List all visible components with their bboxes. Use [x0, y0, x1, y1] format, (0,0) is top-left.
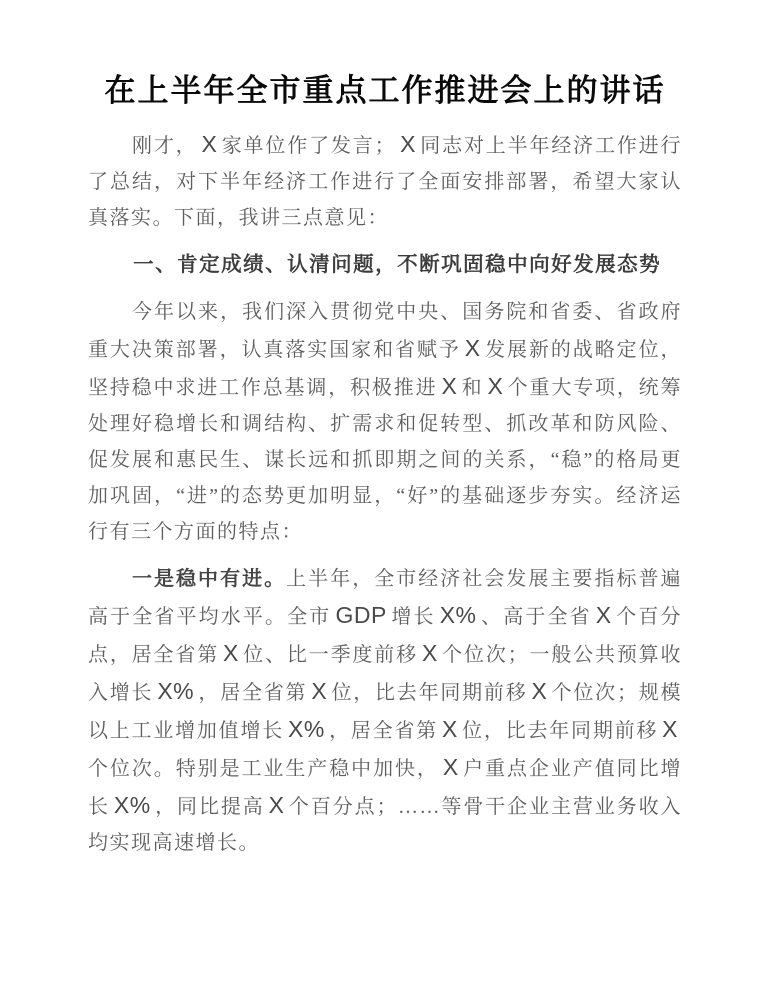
text-run: ，同比提高	[154, 796, 265, 818]
text-run: GDP	[335, 602, 387, 628]
text-run: 家单位作了发言；	[221, 135, 397, 157]
text-run: X%	[157, 678, 195, 704]
text-run: 一、肯定成绩、认清问题，不断巩固稳中向好发展态势	[133, 253, 662, 276]
text-run: X	[421, 640, 438, 666]
text-run: 个百分点，居全省第	[88, 606, 683, 666]
document-body	[88, 126, 682, 861]
text-run: 个位次；一般公共预算收入增长	[88, 644, 683, 704]
text-run: ，居全省第	[328, 720, 439, 742]
text-run: 今年以来，我们深入贯彻党中央、国务院和省委、省政府重大决策部署，认真落实国家和省赋予	[88, 301, 682, 361]
paragraph	[88, 561, 682, 861]
paragraph	[88, 126, 682, 236]
text-run: 上半年，全市经济社会发展主要指标普遍高于全省平均水平。全市	[88, 568, 683, 628]
text-run: 增长	[390, 606, 436, 628]
text-run: X	[662, 716, 679, 742]
text-run: X	[441, 373, 458, 399]
text-run: X	[531, 678, 548, 704]
text-run: X	[223, 640, 239, 666]
text-run: 位，比去年同期前移	[331, 682, 528, 704]
text-run: 个重大专项，统筹处理好稳增长和调结构、扩需求和促转型、抓改革和防风险、促发展和惠民生、谋长远和抓即期之间的关系，“稳”的格局更加巩固，“进”的态势更加明显，“好”的基础逐步夯实。经济运行有三个方面的特点：	[88, 377, 683, 543]
text-run: X%	[439, 602, 477, 628]
text-run: 个百分点；……等骨干企业主营业务收入均实现高速增长。	[88, 796, 683, 854]
section-heading	[88, 247, 682, 283]
text-run: X%	[288, 716, 325, 742]
text-run: X	[464, 335, 481, 361]
paragraph	[88, 294, 682, 550]
text-run: X	[268, 792, 285, 818]
text-run: X	[595, 602, 612, 628]
text-run: 、高于全省	[480, 606, 592, 628]
text-run: 发展新的战略定位，坚持稳中求进工作总基调，积极推进	[88, 339, 683, 399]
text-run: X	[442, 716, 458, 742]
text-run: X	[201, 131, 218, 157]
text-run: 同志对上半年经济工作进行了总结，对下半年经济工作进行了全面安排部署，希望大家认真落实。下面，我讲三点意见：	[88, 135, 683, 229]
text-run: 户重点企业产值同比增长	[88, 758, 683, 818]
text-run: X	[400, 131, 416, 157]
text-run: X	[487, 373, 504, 399]
text-run: 位、比一季度前移	[242, 644, 418, 666]
document-title: 在上半年全市重点工作推进会上的讲话	[104, 73, 666, 108]
text-run: 个位次；规模以上工业增加值增长	[88, 682, 683, 742]
text-run: 一是稳中有进。	[132, 568, 287, 590]
text-run: 和	[461, 377, 484, 399]
text-run: X	[311, 678, 328, 704]
text-run: X	[442, 754, 459, 780]
text-run: X%	[113, 792, 151, 818]
text-run: ，居全省第	[198, 682, 308, 704]
text-run: 位，比去年同期前移	[461, 720, 659, 742]
text-run: 个位次。特别是工业生产稳中加快，	[88, 758, 439, 780]
text-run: 刚才，	[132, 135, 198, 157]
